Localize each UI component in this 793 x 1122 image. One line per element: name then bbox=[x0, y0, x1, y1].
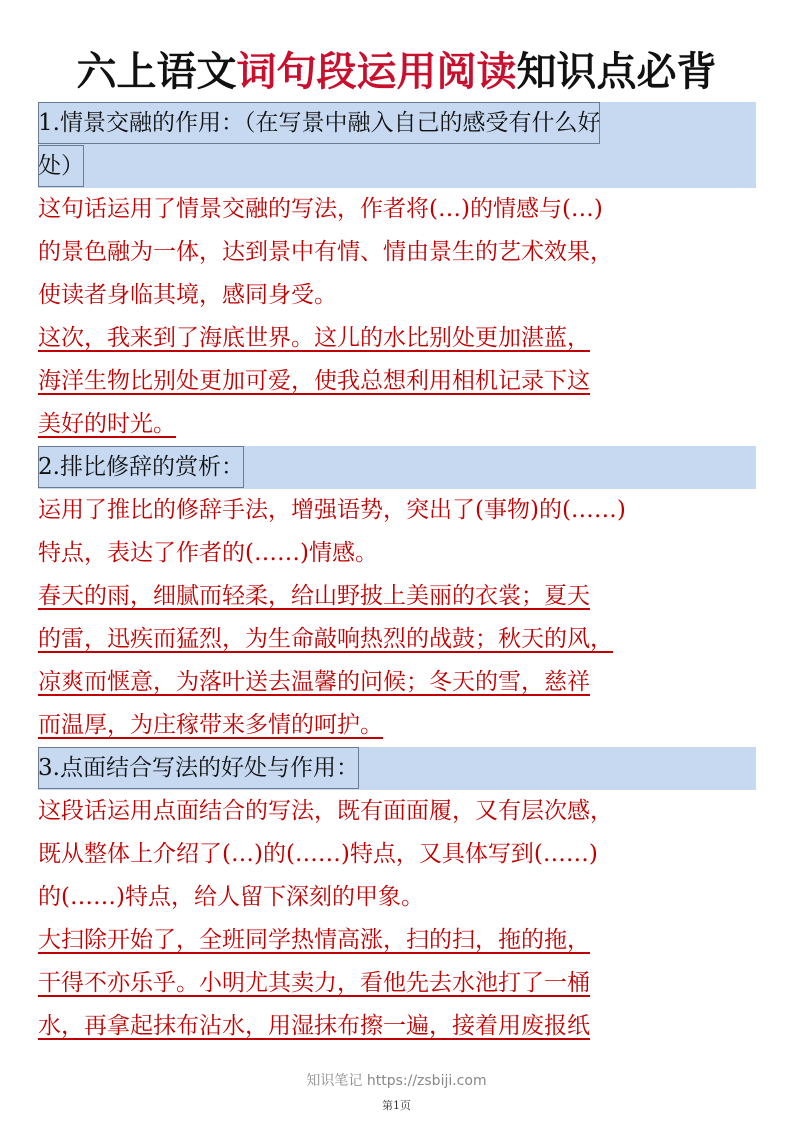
explanation-line: 这句话运用了情景交融的写法，作者将(…)的情感与(…) bbox=[38, 196, 603, 222]
explanation-line: 这段话运用点面结合的写法，既有面面履，又有层次感， bbox=[38, 798, 613, 824]
example-line: 海洋生物比别处更加可爱，使我总想利用相机记录下这 bbox=[38, 368, 590, 394]
content bbox=[38, 102, 756, 1048]
section-heading: 3.点面结合写法的好处与作用： bbox=[38, 747, 756, 790]
example-line: 干得不亦乐乎。小明尤其卖力，看他先去水池打了一桶 bbox=[38, 970, 590, 996]
example-line: 这次，我来到了海底世界。这儿的水比别处更加湛蓝， bbox=[38, 325, 590, 351]
explanation-line: 的景色融为一体，达到景中有情、情由景生的艺术效果， bbox=[38, 239, 613, 265]
example-line: 美好的时光。 bbox=[38, 411, 176, 437]
example-line: 春天的雨，细腻而轻柔，给山野披上美丽的衣裳；夏天 bbox=[38, 583, 590, 609]
section-heading-cont: 处） bbox=[38, 145, 756, 188]
explanation-line: 既从整体上介绍了(…)的(……)特点，又具体写到(……) bbox=[38, 841, 598, 867]
section-2 bbox=[38, 446, 756, 747]
explanation-line: 运用了推比的修辞手法，增强语势，突出了(事物)的(……) bbox=[38, 497, 626, 523]
explanation-line: 的(……)特点，给人留下深刻的甲象。 bbox=[38, 884, 424, 910]
section-heading: 2.排比修辞的赏析： bbox=[38, 446, 756, 489]
title-suffix: 知识点必背 bbox=[516, 49, 717, 95]
example-line: 凉爽而惬意，为落叶送去温馨的问候；冬天的雪，慈祥 bbox=[38, 669, 590, 695]
section-1 bbox=[38, 102, 756, 446]
title-prefix: 六上语文 bbox=[76, 49, 237, 95]
title-highlight: 词句段运用阅读 bbox=[236, 49, 517, 95]
example-line: 的雷，迅疾而猛烈，为生命敲响热烈的战鼓；秋天的风， bbox=[38, 626, 613, 652]
explanation-line: 使读者身临其境，感同身受。 bbox=[38, 282, 337, 308]
section-3 bbox=[38, 747, 756, 1048]
page-title bbox=[0, 44, 793, 100]
explanation-line: 特点，表达了作者的(……)情感。 bbox=[38, 540, 378, 566]
page-number: 第1页 bbox=[382, 1099, 411, 1112]
section-heading: 1.情景交融的作用：（在写景中融入自己的感受有什么好 bbox=[38, 102, 756, 145]
example-line: 水，再拿起抹布沾水，用湿抹布擦一遍，接着用废报纸 bbox=[38, 1013, 590, 1039]
example-line: 大扫除开始了，全班同学热情高涨，扫的扫，拖的拖， bbox=[38, 927, 590, 953]
footer-watermark: 知识笔记 https://zsbiji.com bbox=[306, 1073, 487, 1089]
example-line: 而温厚，为庄稼带来多情的呵护。 bbox=[38, 712, 383, 738]
